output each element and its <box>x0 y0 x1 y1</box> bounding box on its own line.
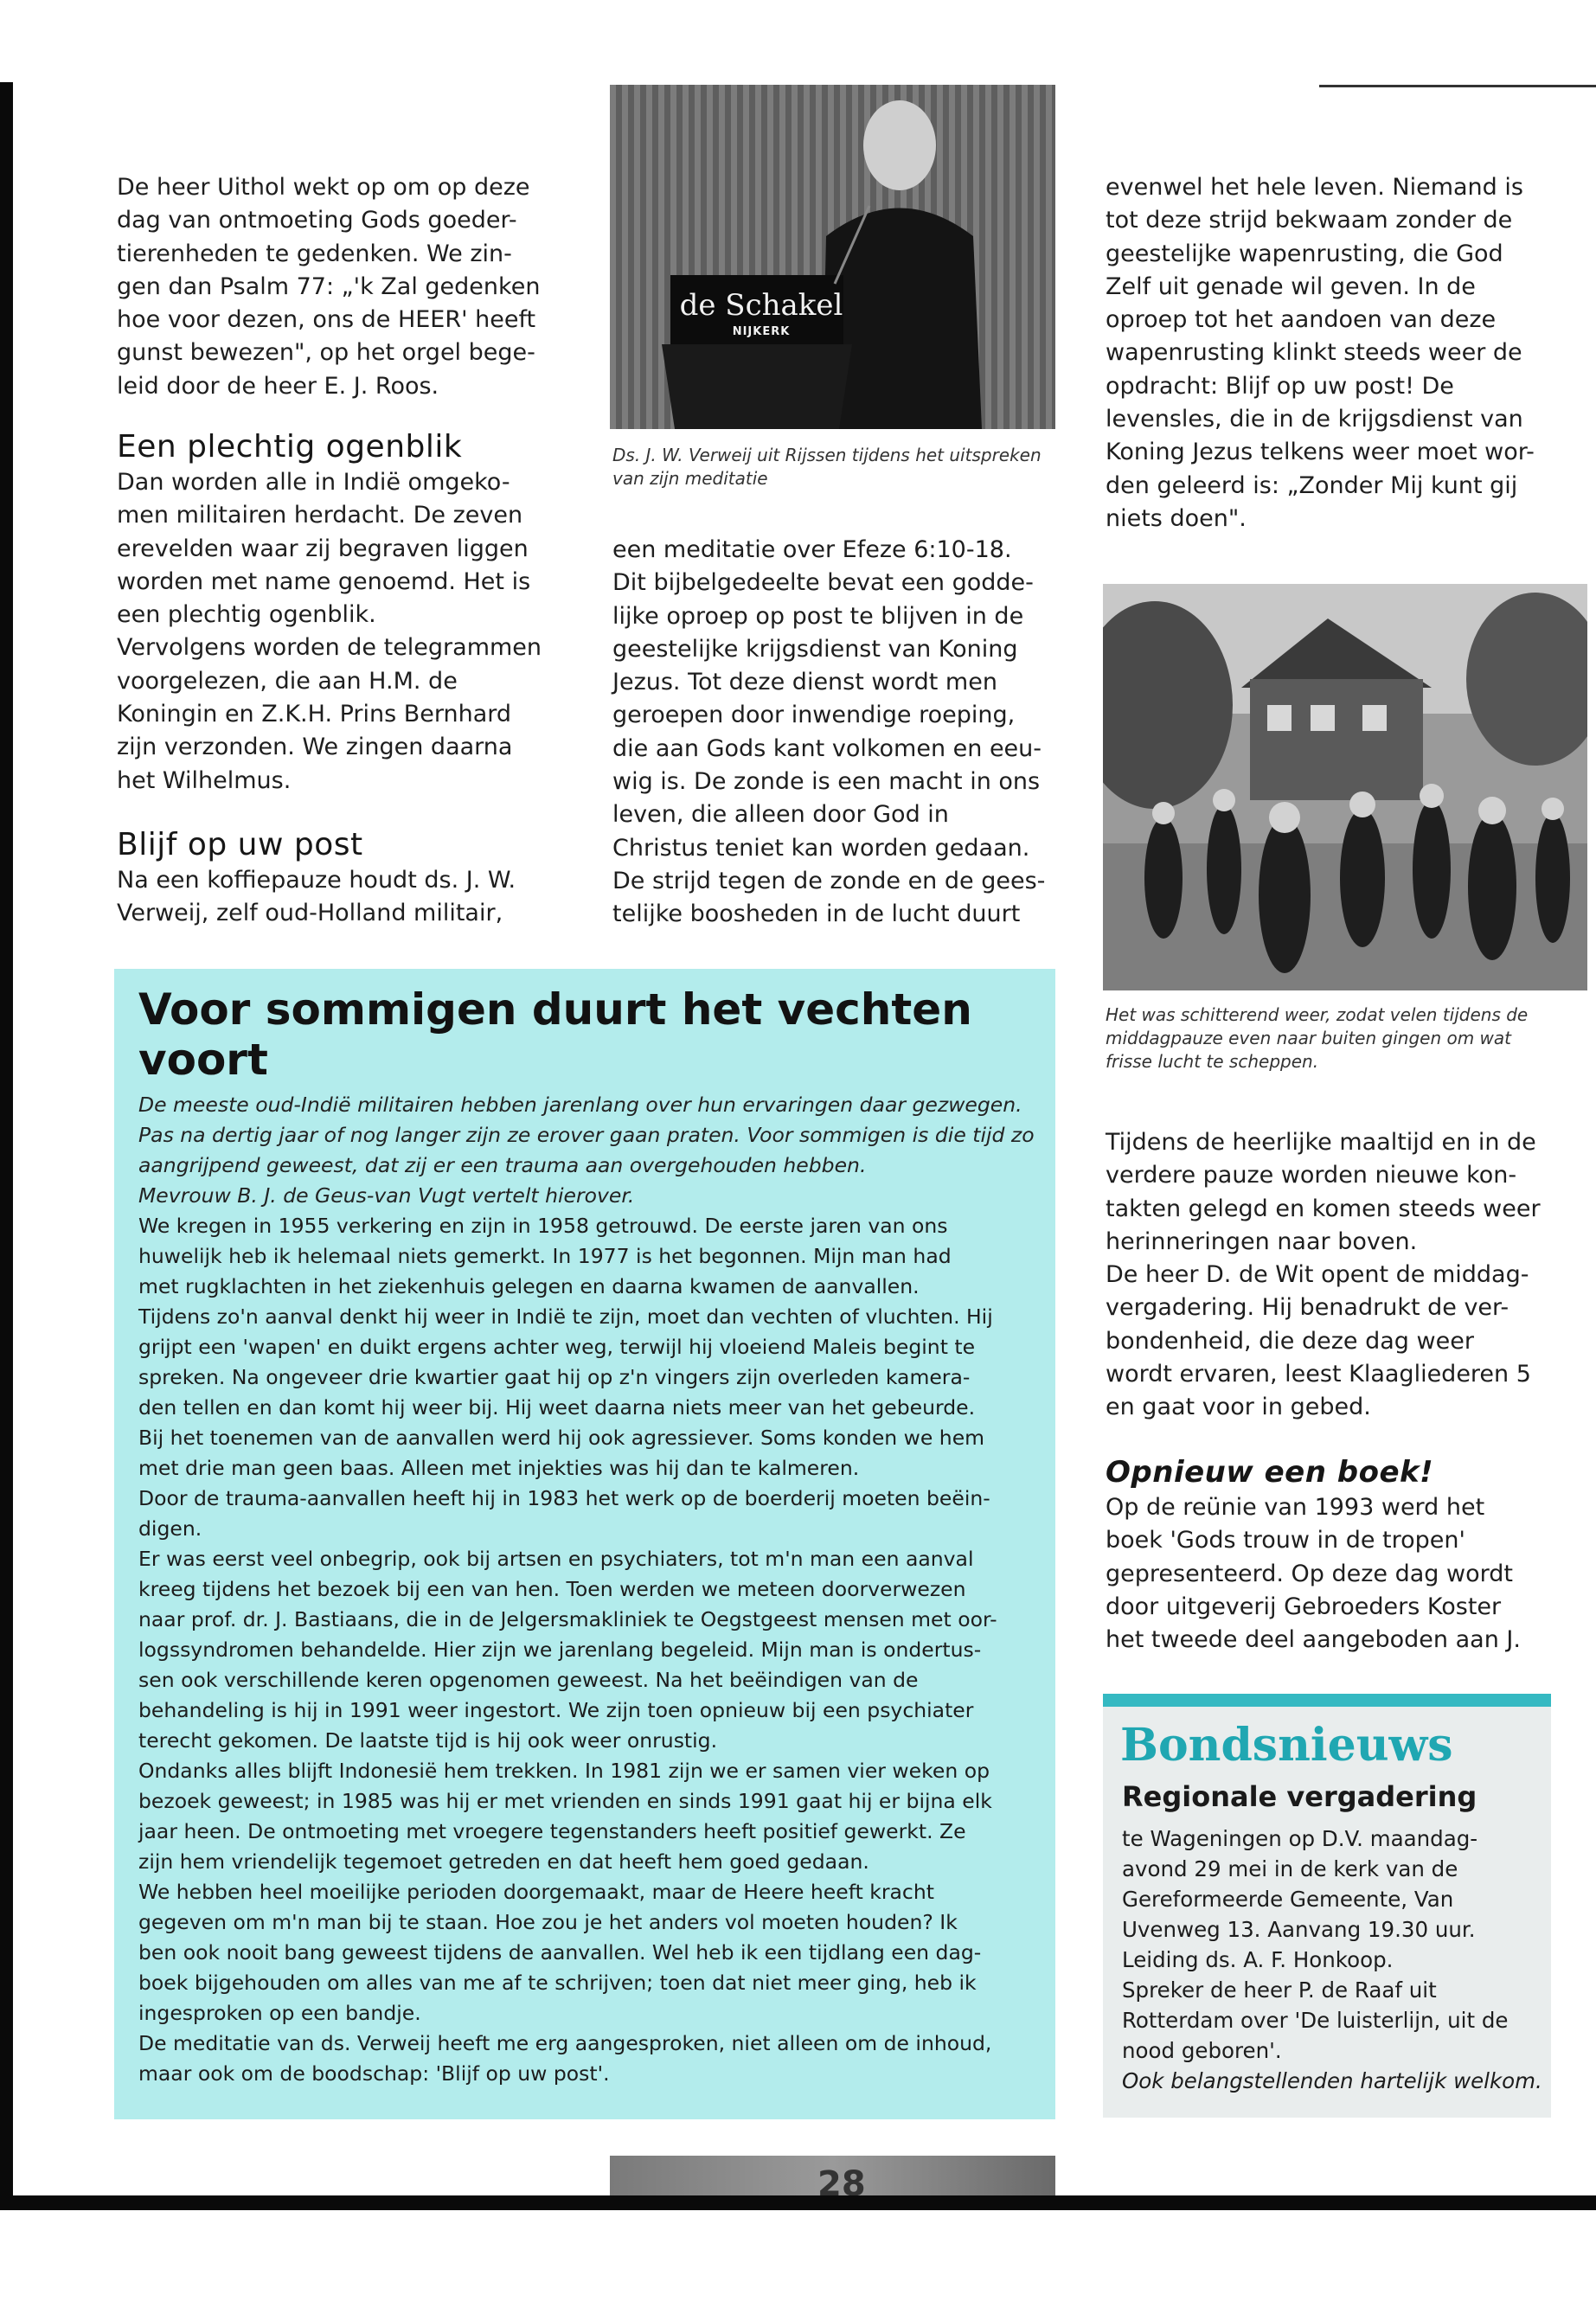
text-line: leid door de heer E. J. Roos. <box>117 372 439 400</box>
story-line: boek bijgehouden om alles van me af te schrijven; toen dat niet meer ging, heb ik <box>138 1971 977 1995</box>
text-line: telijke boosheden in de lucht duurt <box>612 901 1021 928</box>
text-line: Vervolgens worden de telegrammen <box>117 634 542 662</box>
feature-title <box>138 984 1038 1085</box>
text-line: hoe voor dezen, ons de HEER' heeft <box>117 306 536 334</box>
heading-blijf-op-uw-post: Blijf op uw post <box>117 827 363 862</box>
right-column-text-2 <box>1106 1126 1573 1425</box>
text-line: wordt ervaren, leest Klaagliederen 5 <box>1106 1361 1531 1388</box>
text-line: en gaat voor in gebed. <box>1106 1394 1371 1421</box>
text-line: leven, die alleen door God in <box>612 801 949 829</box>
text-line: Jezus. Tot deze dienst wordt men <box>612 669 997 696</box>
story-line: digen. <box>138 1516 202 1541</box>
story-line: terecht gekomen. De laatste tijd is hij ook weer onrustig. <box>138 1728 718 1753</box>
text-line: Dan worden alle in Indië omgeko- <box>117 469 510 496</box>
text-line: geroepen door inwendige roeping, <box>612 702 1016 729</box>
text-line: gepresenteerd. Op deze dag wordt <box>1106 1560 1513 1587</box>
text-line: worden met name genoemd. Het is <box>117 567 531 595</box>
intro-line: aangrijpend geweest, dat zij er een trauma aan overgehouden hebben. <box>138 1153 867 1177</box>
intro-line: Pas na dertig jaar of nog langer zijn ze erover gaan praten. Voor sommigen is die tijd zo <box>138 1123 1035 1147</box>
text-line: evenwel het hele leven. Niemand is <box>1106 174 1523 201</box>
text-line: De strijd tegen de zonde en de gees- <box>612 867 1046 894</box>
bondsnieuws-text <box>1122 1823 1546 2096</box>
text-line: tierenheden te gedenken. We zin- <box>117 240 512 267</box>
text-line: De heer D. de Wit opent de middag- <box>1106 1261 1529 1289</box>
heading-opnieuw-een-boek: Opnieuw een boek! <box>1106 1455 1434 1490</box>
story-line: spreken. Na ongeveer drie kwartier gaat hij op z'n vingers zijn overleden kamera- <box>138 1365 971 1389</box>
story-line: De meditatie van ds. Verweij heeft me erg aangesproken, niet alleen om de inhoud, <box>138 2031 992 2055</box>
outdoor-crowd-photo-icon <box>1103 584 1587 990</box>
text-line: boek 'Gods trouw in de tropen' <box>1106 1527 1465 1554</box>
story-line: naar prof. dr. J. Bastiaans, die in de Jelgersmakliniek te Oegstgeest mensen met oor- <box>138 1607 997 1631</box>
text-line: erevelden waar zij begraven liggen <box>117 535 529 562</box>
story-line: den tellen en dan komt hij weer bij. Hij weet daarna niets meer van het gebeurde. <box>138 1395 976 1420</box>
top-right-rule <box>1319 85 1596 87</box>
text-line: De heer Uithol wekt op om op deze <box>117 174 530 201</box>
text-line: Leiding ds. A. F. Honkoop. <box>1122 1947 1394 1972</box>
feature-intro <box>138 1090 1047 1211</box>
intro-line: De meeste oud-Indië militairen hebben jarenlang over hun ervaringen daar gezwegen. <box>138 1093 1022 1117</box>
section-blijf-op-uw-post <box>117 826 584 931</box>
caption-line: frisse lucht te scheppen. <box>1106 1051 1319 1072</box>
left-column <box>117 171 584 403</box>
text-line: Christus teniet kan worden gedaan. <box>612 834 1030 862</box>
text-line: Rotterdam over 'De luisterlijn, uit de <box>1122 2008 1509 2033</box>
text-line: gunst bewezen", op het orgel bege- <box>117 339 535 367</box>
story-line: We kregen in 1955 verkering en zijn in 1958 getrouwd. De eerste jaren van ons <box>138 1214 948 1238</box>
section-opnieuw-een-boek <box>1106 1453 1573 1657</box>
story-line: Bij het toenemen van de aanvallen werd hij ook agressiever. Soms konden we hem <box>138 1426 985 1450</box>
podium-sign: de Schakel <box>679 288 843 323</box>
text-line: zijn verzonden. We zingen daarna <box>117 734 513 761</box>
podium-sign-subtitle: NIJKERK <box>732 325 791 338</box>
story-line: kreeg tijdens het bezoek bij een van hen. Toen werden we meteen doorverwezen <box>138 1577 966 1601</box>
closing-line: Ook belangstellenden hartelijk welkom. <box>1122 2068 1542 2093</box>
section-plechtig <box>117 428 584 798</box>
text-line: bondenheid, die deze dag weer <box>1106 1327 1474 1355</box>
text-line: Koningin en Z.K.H. Prins Bernhard <box>117 701 512 728</box>
story-line: Er was eerst veel onbegrip, ook bij artsen en psychiaters, tot m'n man een aanval <box>138 1547 974 1571</box>
text-line: herinneringen naar boven. <box>1106 1227 1418 1255</box>
speaker-at-podium-photo-icon <box>610 85 1055 429</box>
story-line: We hebben heel moeilijke perioden doorgemaakt, maar de Heere heeft kracht <box>138 1880 934 1904</box>
story-line: zijn hem vriendelijk tegemoet getreden en dat heeft hem goed gedaan. <box>138 1849 869 1874</box>
text-line: dag van ontmoeting Gods goeder- <box>117 207 517 234</box>
text-line: Spreker de heer P. de Raaf uit <box>1122 1977 1437 2003</box>
feature-box <box>114 969 1055 2119</box>
bondsnieuws-title: Bondsnieuws <box>1120 1719 1453 1772</box>
text-line: het tweede deel aangeboden aan J. <box>1106 1626 1521 1654</box>
intro-paragraph <box>117 171 584 403</box>
text-line: Op de reünie van 1993 werd het <box>1106 1494 1485 1521</box>
text-line: het Wilhelmus. <box>117 766 292 794</box>
text-line: Zelf uit genade wil geven. In de <box>1106 272 1476 300</box>
title-line: Voor sommigen duurt het vechten <box>138 984 972 1035</box>
text-line: Uvenweg 13. Aanvang 19.30 uur. <box>1122 1917 1476 1942</box>
crowd-photo-caption <box>1106 1003 1573 1074</box>
story-line: behandeling is hij in 1991 weer ingestort. We zijn toen opnieuw bij een psychiater <box>138 1698 974 1722</box>
page-number-bar <box>610 2156 1055 2195</box>
text-line: geestelijke krijgsdienst van Koning <box>612 635 1018 663</box>
story-line: Tijdens zo'n aanval denkt hij weer in Indië te zijn, moet dan vechten of vluchten. Hij <box>138 1304 993 1329</box>
text-line: tot deze strijd bekwaam zonder de <box>1106 207 1513 234</box>
text-line: Koning Jezus telkens weer moet wor- <box>1106 439 1535 466</box>
story-line: maar ook om de boodschap: 'Blijf op uw post'. <box>138 2061 610 2086</box>
heading-plechtig-ogenblik: Een plechtig ogenblik <box>117 429 463 465</box>
story-line: Door de trauma-aanvallen heeft hij in 1983 het werk op de boerderij moeten beëin- <box>138 1486 990 1510</box>
story-line: bezoek geweest; in 1985 was hij er met vrienden en sinds 1991 gaat hij er bijna elk <box>138 1789 992 1813</box>
text-line: den geleerd is: „Zonder Mij kunt gij <box>1106 471 1518 499</box>
caption-line: van zijn meditatie <box>612 468 768 489</box>
text-line: takten gelegd en komen steeds weer <box>1106 1195 1541 1222</box>
speaker-photo-caption <box>612 444 1062 490</box>
text-line: een meditatie over Efeze 6:10-18. <box>612 536 1012 563</box>
story-line: huwelijk heb ik helemaal niets gemerkt. In 1977 is het begonnen. Mijn man had <box>138 1244 952 1268</box>
text-line: men militairen herdacht. De zeven <box>117 502 523 529</box>
story-line: grijpt een 'wapen' en duikt ergens achter weg, terwijl hij vloeiend Maleis begint te <box>138 1335 976 1359</box>
left-border-bar <box>0 82 13 2210</box>
speaker-photo <box>610 85 1055 429</box>
text-line: voorgelezen, die aan H.M. de <box>117 667 458 695</box>
story-line: met rugklachten in het ziekenhuis gelegen en daarna kwamen de aanvallen. <box>138 1274 920 1298</box>
bondsnieuws-subtitle: Regionale vergadering <box>1122 1780 1477 1813</box>
bottom-border-bar <box>0 2195 1596 2210</box>
text-line: wig is. De zonde is een macht in ons <box>612 768 1041 796</box>
middle-column-text <box>612 534 1062 932</box>
bondsnieuws-box <box>1103 1694 1551 2118</box>
text-line: Na een koffiepauze houdt ds. J. W. <box>117 867 516 894</box>
text-line: geestelijke wapenrusting, die God <box>1106 240 1503 267</box>
text-line: door uitgeverij Gebroeders Koster <box>1106 1593 1502 1620</box>
text-line: Gereformeerde Gemeente, Van <box>1122 1887 1454 1912</box>
title-line: voort <box>138 1035 268 1085</box>
crowd-photo <box>1103 584 1587 990</box>
text-line: levensles, die in de krijgsdienst van <box>1106 406 1523 433</box>
text-line: die aan Gods kant volkomen en eeu- <box>612 734 1042 762</box>
story-line: sen ook verschillende keren opgenomen geweest. Na het beëindigen van de <box>138 1668 919 1692</box>
text-line: een plechtig ogenblik. <box>117 601 376 629</box>
caption-line: middagpauze even naar buiten gingen om wat <box>1106 1028 1512 1048</box>
text-line: oproep tot het aandoen van deze <box>1106 306 1497 334</box>
story-line: gegeven om m'n man bij te staan. Hoe zou je het anders vol moeten houden? Ik <box>138 1910 958 1934</box>
text-line: verdere pauze worden nieuwe kon- <box>1106 1162 1517 1189</box>
right-column-text-1 <box>1106 171 1573 535</box>
text-line: wapenrusting klinkt steeds weer de <box>1106 339 1522 367</box>
caption-line: Het was schitterend weer, zodat velen tijdens de <box>1106 1004 1529 1025</box>
feature-story <box>138 1211 1047 2089</box>
text-line: avond 29 mei in de kerk van de <box>1122 1856 1458 1881</box>
text-line: Tijdens de heerlijke maaltijd en in de <box>1106 1129 1536 1156</box>
text-line: te Wageningen op D.V. maandag- <box>1122 1826 1478 1851</box>
text-line: lijke oproep op post te blijven in de <box>612 602 1024 630</box>
story-line: ingesproken op een bandje. <box>138 2001 421 2025</box>
story-line: met drie man geen baas. Alleen met injekties was hij dan te kalmeren. <box>138 1456 860 1480</box>
intro-line: Mevrouw B. J. de Geus-van Vugt vertelt hierover. <box>138 1183 635 1208</box>
text-line: vergadering. Hij benadrukt de ver- <box>1106 1294 1509 1322</box>
text-line: Dit bijbelgedeelte bevat een godde- <box>612 569 1034 597</box>
bondsnieuws-accent-bar <box>1103 1694 1551 1707</box>
text-line: niets doen". <box>1106 504 1247 532</box>
text-line: nood geboren'. <box>1122 2038 1282 2063</box>
caption-line: Ds. J. W. Verweij uit Rijssen tijdens het uitspreken <box>612 445 1042 465</box>
text-line: Verweij, zelf oud-Holland militair, <box>117 900 503 927</box>
story-line: logssyndromen behandelde. Hier zijn we jarenlang begeleid. Mijn man is ondertus- <box>138 1638 982 1662</box>
page-number: 28 <box>817 2164 866 2195</box>
text-line: opdracht: Blijf op uw post! De <box>1106 372 1454 400</box>
story-line: jaar heen. De ontmoeting met vroegere tegenstanders heeft positief gewerkt. Ze <box>138 1819 966 1843</box>
text-line: gen dan Psalm 77: „'k Zal gedenken <box>117 272 541 300</box>
story-line: Ondanks alles blijft Indonesië hem trekken. In 1981 zijn we er samen vier weken op <box>138 1759 990 1783</box>
story-line: ben ook nooit bang geweest tijdens de aanvallen. Wel heb ik een tijdlang een dag- <box>138 1940 982 1965</box>
